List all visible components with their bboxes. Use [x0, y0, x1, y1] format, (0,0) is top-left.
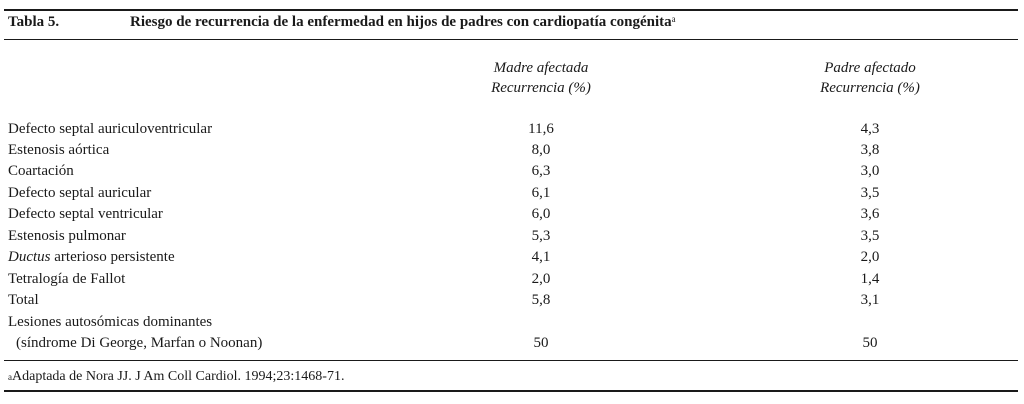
row-label: Defecto septal auriculoventricular: [8, 121, 213, 137]
table-row: [0, 119, 1024, 140]
row-label: Estenosis aórtica: [8, 142, 110, 158]
row-label: Defecto septal auricular: [8, 185, 152, 201]
row-label: (síndrome Di George, Marfan o Noonan): [16, 335, 263, 351]
row-label: Lesiones autosómicas dominantes: [8, 314, 213, 330]
madre-value: 6,0: [531, 206, 551, 222]
row-label: Defecto septal ventricular: [8, 206, 163, 222]
top-rule: [4, 9, 1018, 11]
table-number: Tabla 5.: [8, 14, 60, 30]
madre-value: 50: [533, 335, 549, 351]
padre-value: 3,0: [860, 163, 880, 179]
padre-value: 3,6: [860, 206, 880, 222]
table-row: [0, 312, 1024, 333]
row-label-italic: Ductus: [8, 249, 51, 265]
madre-value: 6,1: [531, 185, 551, 201]
padre-value: 3,1: [860, 292, 880, 308]
table-row: [0, 226, 1024, 247]
padre-value: 3,5: [860, 228, 880, 244]
madre-value: 2,0: [531, 271, 551, 287]
column-header-madre: [411, 58, 671, 98]
title-rule: [4, 39, 1018, 40]
column-header-madre-line2: Recurrencia (%): [491, 80, 591, 96]
footnote-marker: a: [8, 372, 12, 382]
table-row: [0, 183, 1024, 204]
row-label: Tetralogía de Fallot: [8, 271, 126, 287]
madre-value: 5,8: [531, 292, 551, 308]
table-row: [0, 333, 1024, 354]
table-row: [0, 247, 1024, 268]
row-label: Estenosis pulmonar: [8, 228, 126, 244]
table-title-text: Riesgo de recurrencia de la enfermedad en hijos de padres con cardiopatía congénita: [130, 14, 672, 30]
footnote-text: Adaptada de Nora JJ. J Am Coll Cardiol. 1994;23:1468-71.: [12, 369, 345, 384]
table-row: [0, 140, 1024, 161]
padre-value: 3,5: [860, 185, 880, 201]
table-row: [0, 269, 1024, 290]
row-label: Total: [8, 292, 39, 308]
table-row: [0, 290, 1024, 311]
madre-value: 11,6: [528, 121, 554, 137]
table-title: [130, 14, 676, 31]
final-rule: [4, 390, 1018, 392]
row-label: [8, 247, 175, 268]
madre-value: 4,1: [531, 249, 551, 265]
padre-value: 4,3: [860, 121, 880, 137]
padre-value: 2,0: [860, 249, 880, 265]
bottom-table-rule: [4, 360, 1018, 361]
footnote: [8, 368, 344, 386]
padre-value: 1,4: [860, 271, 880, 287]
title-footnote-marker: a: [671, 14, 676, 24]
column-header-padre-line2: Recurrencia (%): [820, 80, 920, 96]
padre-value: 50: [862, 335, 878, 351]
madre-value: 8,0: [531, 142, 551, 158]
table-row: [0, 204, 1024, 225]
row-label-rest: arterioso persistente: [50, 249, 175, 265]
table-title-row: [8, 14, 1008, 38]
column-header-padre-line1: Padre afectado: [824, 60, 916, 76]
column-header-padre: [740, 58, 1000, 98]
table-row: [0, 161, 1024, 182]
column-header-madre-line1: Madre afectada: [493, 60, 589, 76]
madre-value: 6,3: [531, 163, 551, 179]
madre-value: 5,3: [531, 228, 551, 244]
row-label: Coartación: [8, 163, 74, 179]
padre-value: 3,8: [860, 142, 880, 158]
